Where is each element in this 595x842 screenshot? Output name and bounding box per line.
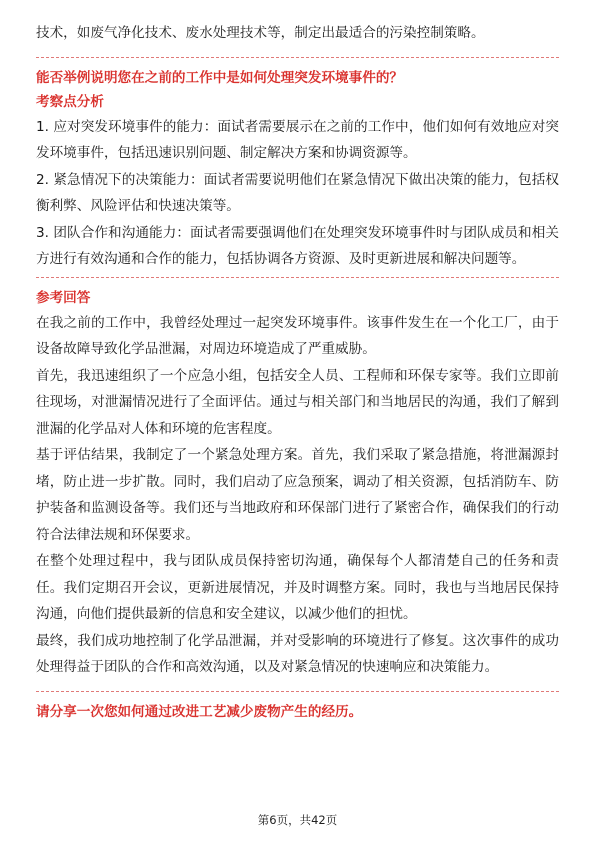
intro-tail-text: 技术，如废气净化技术、废水处理技术等，制定出最适合的污染控制策略。 [36, 25, 485, 41]
next-question-heading: 请分享一次您如何通过改进工艺减少废物产生的经历。 [36, 703, 363, 720]
section-divider [36, 277, 559, 278]
page-number: 第6页，共42页 [257, 813, 338, 827]
question-heading: 能否举例说明您在之前的工作中是如何处理突发环境事件的？ [36, 69, 404, 86]
answer-paragraph: 首先，我迅速组织了一个应急小组，包括安全人员、工程师和环保专家等。我们立即前往现场，对泄漏情况进行了全面评估。通过与相关部门和当地居民的沟通，我们了解到泄漏的化学品对人体和环境的危害程度。 [36, 367, 559, 437]
analysis-item: 3. 团队合作和沟通能力：面试者需要强调他们在处理突发环境事件时与团队成员和相关方进行有效沟通和合作的能力，包括协调各方资源、及时更新进展和解决问题等。 [36, 224, 559, 267]
answer-paragraph: 最终，我们成功地控制了化学品泄漏，并对受影响的环境进行了修复。这次事件的成功处理得益于团队的合作和高效沟通，以及对紧急情况的快速响应和决策能力。 [36, 632, 559, 675]
analysis-item: 2. 紧急情况下的决策能力：面试者需要说明他们在紧急情况下做出决策的能力，包括权衡利弊、风险评估和快速决策等。 [36, 171, 559, 214]
page-content [36, 20, 559, 724]
analysis-heading: 考察点分析 [36, 93, 104, 110]
answer-paragraph: 基于评估结果，我制定了一个紧急处理方案。首先，我们采取了紧急措施，将泄漏源封堵，防止进一步扩散。同时，我们启动了应急预案，调动了相关资源，包括消防车、防护装备和监测设备等。我们还与当地政府和环保部门进行了紧密合作，确保我们的行动符合法律法规和环保要求。 [36, 447, 559, 543]
analysis-item: 1. 应对突发环境事件的能力：面试者需要展示在之前的工作中，他们如何有效地应对突发环境事件，包括迅速识别问题、制定解决方案和协调资源等。 [36, 118, 559, 161]
section-divider [36, 691, 559, 692]
section-divider [36, 57, 559, 58]
answer-paragraph: 在我之前的工作中，我曾经处理过一起突发环境事件。该事件发生在一个化工厂，由于设备故障导致化学品泄漏，对周边环境造成了严重威胁。 [36, 314, 559, 357]
answer-heading: 参考回答 [36, 289, 91, 306]
answer-paragraph: 在整个处理过程中，我与团队成员保持密切沟通，确保每个人都清楚自己的任务和责任。我们定期召开会议，更新进展情况，并及时调整方案。同时，我也与当地居民保持沟通，向他们提供最新的信息和安全建议，以减少他们的担忧。 [36, 553, 559, 622]
